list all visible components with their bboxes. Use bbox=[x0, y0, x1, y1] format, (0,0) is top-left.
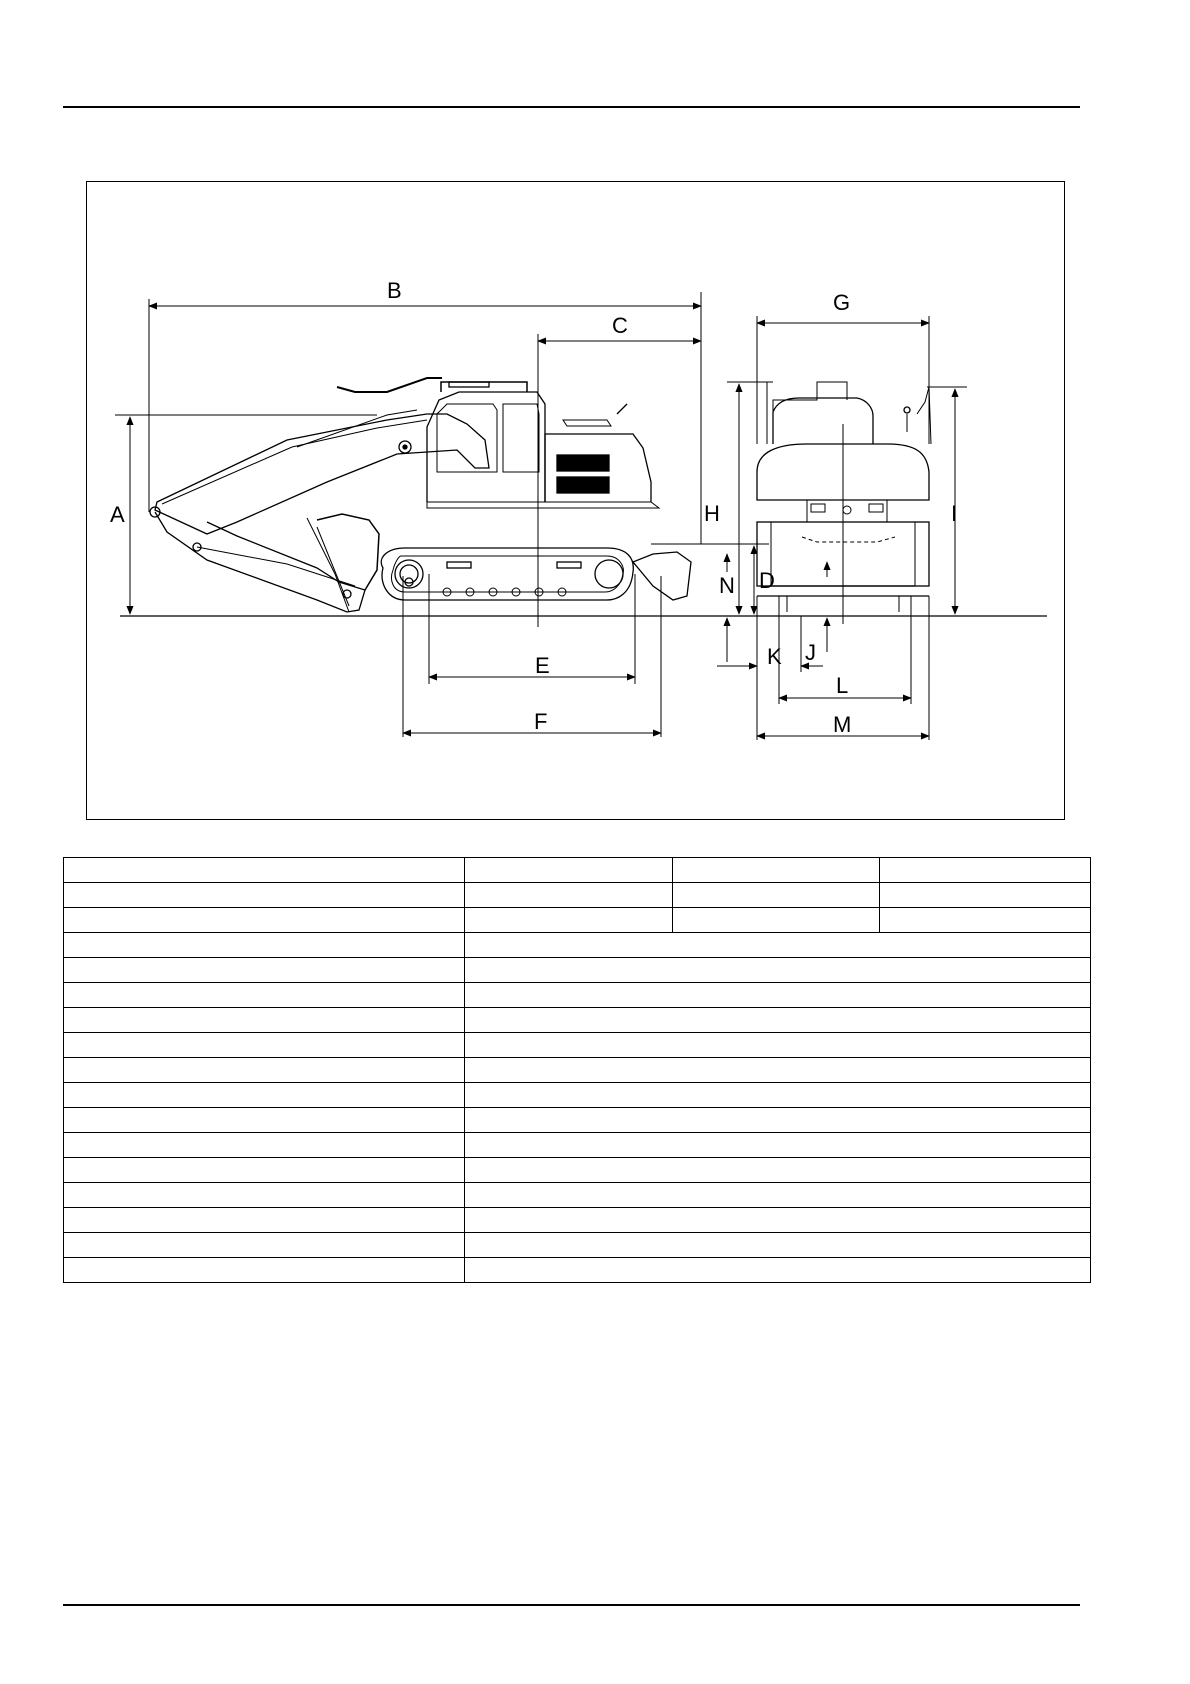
table-row bbox=[64, 1033, 1091, 1058]
table-row bbox=[64, 1083, 1091, 1108]
table-cell bbox=[64, 1158, 465, 1183]
table-cell bbox=[64, 1033, 465, 1058]
dimension-label-j: J bbox=[805, 640, 816, 665]
table-cell bbox=[64, 1083, 465, 1108]
table-cell bbox=[465, 1183, 1091, 1208]
table-row bbox=[64, 858, 1091, 883]
table-row bbox=[64, 883, 1091, 908]
table-row bbox=[64, 1258, 1091, 1283]
dimension-label-g: G bbox=[833, 290, 851, 315]
footer-rule bbox=[63, 1604, 1080, 1606]
table-cell bbox=[64, 933, 465, 958]
table-cell bbox=[465, 1233, 1091, 1258]
dimension-label-e: E bbox=[535, 653, 550, 678]
table-cell bbox=[673, 858, 880, 883]
table-row bbox=[64, 983, 1091, 1008]
table-cell bbox=[465, 1208, 1091, 1233]
table-cell bbox=[465, 1133, 1091, 1158]
table-row bbox=[64, 1108, 1091, 1133]
table-cell bbox=[64, 958, 465, 983]
table-row bbox=[64, 1058, 1091, 1083]
table-cell bbox=[465, 1033, 1091, 1058]
dimension-label-n: N bbox=[719, 573, 735, 598]
dimension-label-c: C bbox=[612, 313, 628, 338]
table-cell bbox=[64, 1008, 465, 1033]
table-row bbox=[64, 1133, 1091, 1158]
arm-outline bbox=[155, 512, 365, 612]
table-row bbox=[64, 958, 1091, 983]
dimension-label-a: A bbox=[110, 502, 125, 527]
dimension-label-h: H bbox=[704, 501, 720, 526]
table-cell bbox=[64, 1133, 465, 1158]
table-cell bbox=[465, 983, 1091, 1008]
dozer-blade-outline bbox=[633, 552, 691, 600]
dimension-label-d: D bbox=[759, 568, 775, 593]
table-row bbox=[64, 1208, 1091, 1233]
table-cell bbox=[673, 908, 880, 933]
dimension-label-m: M bbox=[833, 712, 852, 737]
table-cell bbox=[465, 1058, 1091, 1083]
table-row bbox=[64, 908, 1091, 933]
table-cell bbox=[64, 1233, 465, 1258]
dimension-label-k: K bbox=[767, 644, 782, 669]
table-row bbox=[64, 1183, 1091, 1208]
excavator-dimension-figure bbox=[86, 181, 1065, 820]
table-cell bbox=[64, 1108, 465, 1133]
table-cell bbox=[673, 883, 880, 908]
header-rule bbox=[63, 106, 1080, 108]
table-cell bbox=[880, 908, 1091, 933]
table-row bbox=[64, 1008, 1091, 1033]
table-cell bbox=[465, 1083, 1091, 1108]
table-cell bbox=[465, 858, 673, 883]
table-cell bbox=[465, 1158, 1091, 1183]
table-cell bbox=[465, 1108, 1091, 1133]
table-cell bbox=[64, 1058, 465, 1083]
dimension-label-b: B bbox=[387, 278, 402, 303]
table-cell bbox=[64, 1258, 465, 1283]
table-cell bbox=[465, 933, 1091, 958]
boom-outline bbox=[155, 414, 489, 534]
table-cell bbox=[64, 983, 465, 1008]
table-row bbox=[64, 933, 1091, 958]
table-cell bbox=[880, 858, 1091, 883]
dimension-label-i: I bbox=[951, 501, 958, 526]
table-cell bbox=[64, 858, 465, 883]
table-cell bbox=[465, 908, 673, 933]
excavator-drawing bbox=[87, 182, 1066, 821]
table-cell bbox=[64, 883, 465, 908]
table-cell bbox=[465, 1258, 1091, 1283]
dimension-label-l: L bbox=[836, 673, 849, 698]
table-cell bbox=[465, 958, 1091, 983]
table-cell bbox=[64, 1183, 465, 1208]
table-cell bbox=[465, 1008, 1091, 1033]
table-cell bbox=[64, 1208, 465, 1233]
specification-table bbox=[63, 857, 1091, 1283]
table-cell bbox=[465, 883, 673, 908]
table-cell bbox=[880, 883, 1091, 908]
table-cell bbox=[64, 908, 465, 933]
table-row bbox=[64, 1233, 1091, 1258]
dimension-label-f: F bbox=[534, 709, 548, 734]
table-row bbox=[64, 1158, 1091, 1183]
